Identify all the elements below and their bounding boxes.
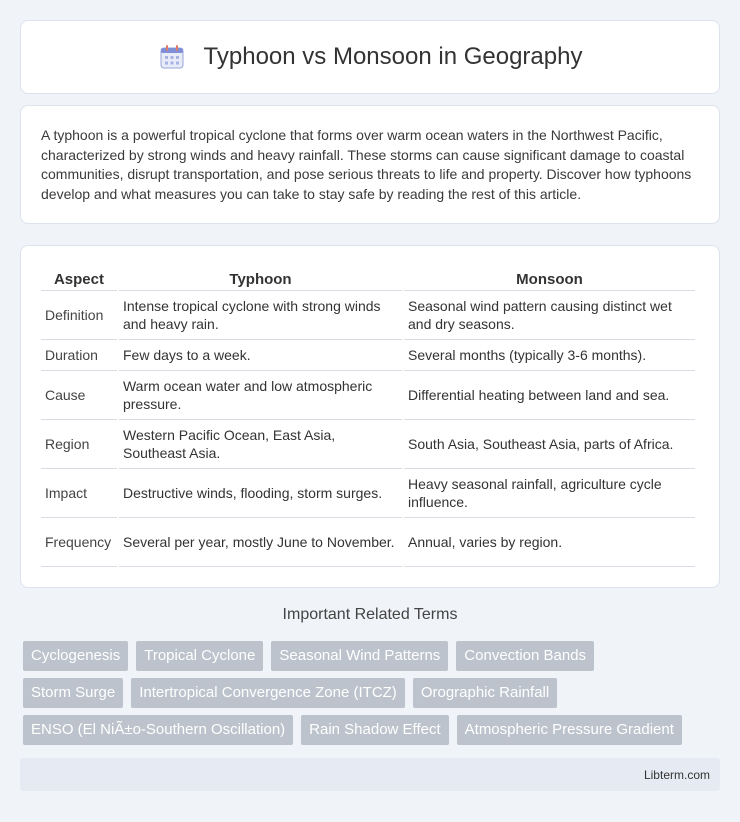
title-wrap [158, 43, 583, 71]
footer-brand-link[interactable]: Libterm.com [643, 767, 710, 782]
term-tag[interactable]: Atmospheric Pressure Gradient [457, 715, 682, 745]
row-aspect: Duration [41, 340, 117, 371]
row-aspect: Definition [41, 291, 117, 340]
row-aspect: Region [41, 420, 117, 469]
row-monsoon: Annual, varies by region. [404, 518, 695, 567]
term-tag[interactable]: Rain Shadow Effect [301, 715, 448, 745]
term-tag[interactable]: Storm Surge [23, 678, 123, 708]
terms-row-1 [23, 641, 594, 671]
row-typhoon: Several per year, mostly June to November. [119, 518, 402, 567]
title-card [20, 20, 720, 94]
row-typhoon: Few days to a week. [119, 340, 402, 371]
terms-row-3 [23, 715, 682, 745]
header-typhoon: Typhoon [119, 268, 402, 291]
related-terms-title: Important Related Terms [282, 606, 458, 623]
term-tag[interactable]: ENSO (El NiÃ±o-Southern Oscillation) [23, 715, 293, 745]
table-row [41, 469, 695, 518]
term-tag[interactable]: Cyclogenesis [23, 641, 128, 671]
comparison-table [39, 268, 697, 567]
page-title: Typhoon vs Monsoon in Geography [203, 43, 583, 70]
table-row [41, 291, 695, 340]
footer [20, 758, 720, 791]
intro-text: A typhoon is a powerful tropical cyclone that forms over warm ocean waters in the Northwest Pacific, characterized by strong winds and heavy rainfall. These storms can cause significant damage to coastal communities, disrupt transportation, and pose serious threats to life and property. Discover how typhoons develop and what measures you can take to stay safe by reading the rest of this article. [41, 127, 692, 202]
table-header-row [41, 268, 695, 291]
row-monsoon: Differential heating between land and sea. [404, 371, 695, 420]
row-monsoon: Seasonal wind pattern causing distinct wet and dry seasons. [404, 291, 695, 340]
row-monsoon: Heavy seasonal rainfall, agriculture cycle influence. [404, 469, 695, 518]
header-aspect: Aspect [41, 268, 117, 291]
row-typhoon: Intense tropical cyclone with strong winds and heavy rain. [119, 291, 402, 340]
row-typhoon: Warm ocean water and low atmospheric pressure. [119, 371, 402, 420]
row-aspect: Cause [41, 371, 117, 420]
table-row [41, 420, 695, 469]
row-typhoon: Western Pacific Ocean, East Asia, Southeast Asia. [119, 420, 402, 469]
term-tag[interactable]: Seasonal Wind Patterns [271, 641, 448, 671]
calendar-icon [158, 43, 186, 71]
row-monsoon: Several months (typically 3-6 months). [404, 340, 695, 371]
row-monsoon: South Asia, Southeast Asia, parts of Africa. [404, 420, 695, 469]
table-row [41, 518, 695, 567]
term-tag[interactable]: Convection Bands [456, 641, 594, 671]
comparison-table-card [20, 245, 720, 588]
intro-card [20, 105, 720, 224]
table-row [41, 340, 695, 371]
table-row [41, 371, 695, 420]
term-tag[interactable]: Orographic Rainfall [413, 678, 557, 708]
term-tag[interactable]: Tropical Cyclone [136, 641, 263, 671]
terms-row-2 [23, 678, 557, 708]
row-typhoon: Destructive winds, flooding, storm surges. [119, 469, 402, 518]
row-aspect: Frequency [41, 518, 117, 567]
term-tag[interactable]: Intertropical Convergence Zone (ITCZ) [131, 678, 405, 708]
header-monsoon: Monsoon [404, 268, 695, 291]
row-aspect: Impact [41, 469, 117, 518]
